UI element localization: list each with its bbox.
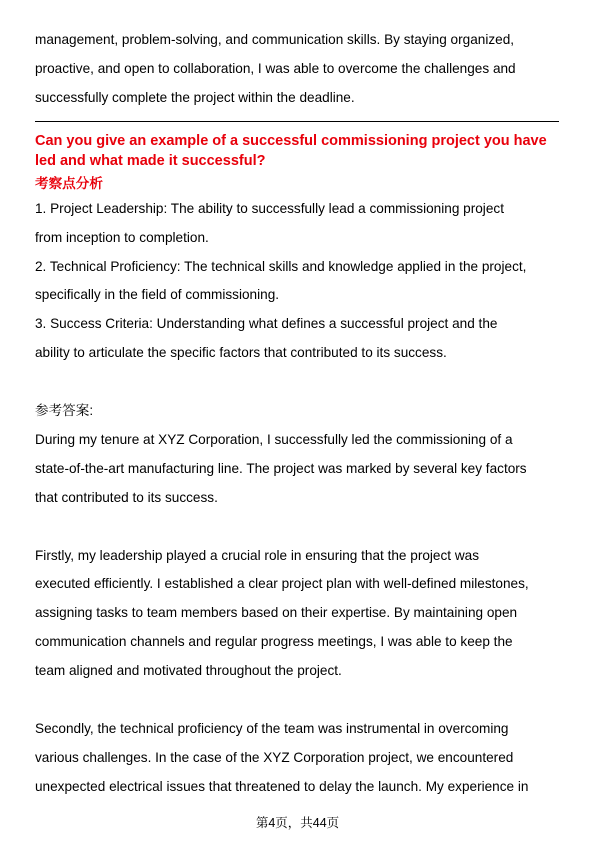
text-line: state-of-the-art manufacturing line. The project was marked by several key factors	[35, 460, 527, 476]
question-heading	[35, 131, 561, 171]
section-divider	[35, 121, 559, 122]
text-line: assigning tasks to team members based on their expertise. By maintaining open	[35, 605, 518, 621]
document-page	[35, 26, 561, 802]
question-line: led and what made it successful?	[35, 152, 266, 169]
answer-paragraph-3	[35, 715, 561, 802]
page-number-footer: 第4页，共44页	[255, 816, 340, 830]
text-line: ability to articulate the specific factors that contributed to its success.	[35, 345, 447, 361]
text-line: that contributed to its success.	[35, 489, 218, 505]
answer-label: 参考答案:	[35, 403, 94, 419]
intro-paragraph	[35, 26, 561, 113]
text-line: successfully complete the project within the deadline.	[35, 89, 355, 105]
analysis-label: 考察点分析	[35, 175, 103, 191]
text-line: proactive, and open to collaboration, I was able to overcome the challenges and	[35, 60, 516, 76]
spacer	[35, 686, 561, 715]
text-line: 2. Technical Proficiency: The technical skills and knowledge applied in the project,	[35, 258, 527, 274]
text-line: unexpected electrical issues that threatened to delay the launch. My experience in	[35, 778, 529, 794]
answer-paragraph-2	[35, 542, 561, 687]
text-line: from inception to completion.	[35, 229, 209, 245]
text-line: 3. Success Criteria: Understanding what defines a successful project and the	[35, 316, 498, 332]
analysis-list	[35, 195, 561, 368]
text-line: specifically in the field of commissioning.	[35, 287, 280, 303]
spacer	[35, 368, 561, 397]
text-line: management, problem-solving, and communication skills. By staying organized,	[35, 32, 515, 47]
spacer	[35, 513, 561, 542]
answer-paragraph-1	[35, 426, 561, 513]
text-line: executed efficiently. I established a clear project plan with well-defined milestones,	[35, 576, 529, 592]
question-line: Can you give an example of a successful commissioning project you have	[35, 132, 547, 149]
text-line: team aligned and motivated throughout the project.	[35, 663, 342, 679]
text-line: various challenges. In the case of the XYZ Corporation project, we encountered	[35, 749, 514, 765]
text-line: Secondly, the technical proficiency of the team was instrumental in overcoming	[35, 720, 509, 736]
text-line: 1. Project Leadership: The ability to successfully lead a commissioning project	[35, 200, 504, 216]
text-line: communication channels and regular progress meetings, I was able to keep the	[35, 634, 513, 650]
text-line: During my tenure at XYZ Corporation, I successfully led the commissioning of a	[35, 431, 513, 447]
text-line: Firstly, my leadership played a crucial role in ensuring that the project was	[35, 547, 480, 563]
